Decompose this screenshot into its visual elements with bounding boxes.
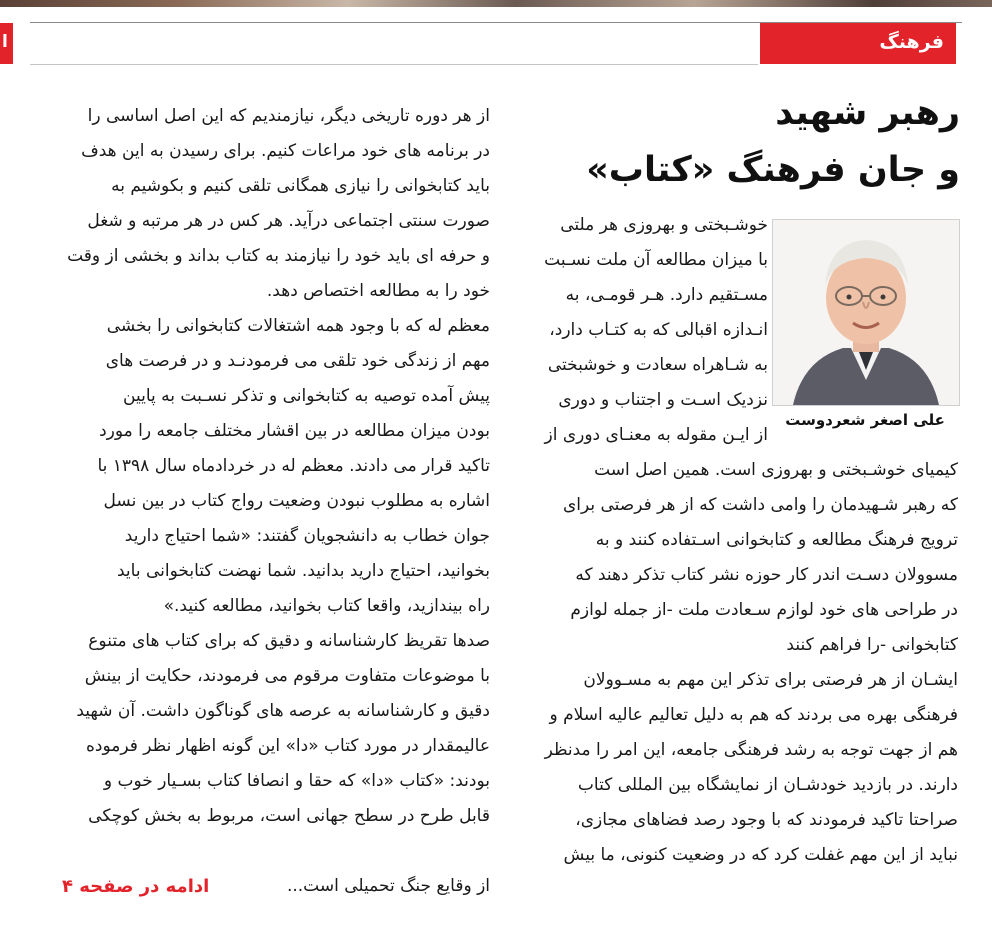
article-headline bbox=[520, 85, 960, 199]
body-line: با موضوعات متفاوت مرقوم می فرمودند، حکایت از بینش bbox=[84, 666, 490, 686]
continued-on-page-link[interactable]: ادامه در صفحه ۴ bbox=[62, 876, 210, 897]
section-label bbox=[760, 23, 956, 64]
body-line: و حرفه ای باید خود را نیازمند به کتاب بداند و بخشی از وقت bbox=[67, 246, 490, 266]
body-line: دارند. در بازدید خودشـان از نمایشگاه بین المللی کتاب bbox=[577, 775, 958, 795]
body-line: ایشـان از هر فرصتی برای تذکر این مهم به مسـوولان bbox=[583, 670, 958, 690]
body-line: هم از جهت توجه به رشد فرهنگی جامعه، این امر را مدنظر bbox=[544, 740, 958, 760]
body-line: بخوانید، احتیاج دارید بدانید. شما نهضت کتابخوانی باید bbox=[116, 561, 490, 581]
body-line: راه بیندازید، واقعا کتاب بخوانید، مطالعه کنید.» bbox=[163, 596, 490, 616]
body-line: که رهبر شـهیدمان را وامی داشت که از هر فرصتی برای bbox=[562, 495, 958, 515]
body-line: معظم له که با وجود همه اشتغالات کتابخوانی را بخشی bbox=[106, 316, 490, 336]
body-line: صدها تقریظ کارشناسانه و دقیق که برای کتاب های متنوع bbox=[88, 631, 490, 651]
adjacent-section-tab bbox=[0, 23, 13, 64]
adjacent-section-tab-label: ا bbox=[2, 32, 8, 52]
body-line: مسوولان دسـت اندر کار حوزه نشر کتاب تذکر دهند که bbox=[575, 565, 958, 585]
body-line: صورت سنتی اجتماعی درآید. هر کس در هر مرتبه و شغل bbox=[87, 211, 490, 231]
section-label-text: فرهنگ bbox=[879, 31, 944, 53]
top-photo-strip bbox=[0, 0, 992, 7]
body-line: تاکید قرار می دادند. معظم له در خردادماه سال ۱۳۹۸ با bbox=[97, 456, 490, 476]
body-line: به شـاهراه سعادت و خوشبختی bbox=[547, 355, 768, 375]
body-line: با میزان مطالعه آن ملت نسـبت bbox=[544, 250, 768, 270]
body-line: از وقایع جنگ تحمیلی است... bbox=[286, 876, 490, 896]
body-line: مسـتقیم دارد. هـر قومـی، به bbox=[565, 285, 768, 305]
body-line: باید کتابخوانی را نیازی همگانی تلقی کنیم و بکوشیم به bbox=[111, 176, 490, 196]
body-line: قابل طرح در سطح جهانی است، مربوط به بخش کوچکی bbox=[88, 806, 490, 826]
body-line: در طراحی های خود لوازم سـعادت ملت -از جمله لوازم bbox=[570, 600, 958, 620]
body-line: انـدازه اقبالی که به کتـاب دارد، bbox=[549, 320, 768, 340]
body-line: جوان خطاب به دانشجویان گفتند: «شما احتیاج دارید bbox=[124, 526, 490, 546]
portrait-illustration bbox=[773, 220, 959, 405]
body-line: از هر دوره تاریخی دیگر، نیازمندیم که این اصل اساسی را bbox=[87, 106, 490, 126]
body-line: کتابخوانی -را فراهم کنند bbox=[786, 635, 958, 655]
body-line: از ایـن مقوله به معنـای دوری از bbox=[544, 425, 768, 445]
body-line: دقیق و کارشناسانه به عرصه های گوناگون داشت. آن شهید bbox=[76, 701, 490, 721]
body-line: بودن میزان مطالعه در بین اقشار مختلف جامعه را مورد bbox=[99, 421, 490, 441]
author-portrait bbox=[772, 219, 960, 406]
body-line: صراحتا تاکید فرمودند که با وجود رصد فضاهای مجازی، bbox=[575, 810, 958, 830]
body-line: عالیمقدار در مورد کتاب «دا» این گونه اظهار نظر فرموده bbox=[85, 736, 490, 756]
body-line: مهم از زندگی خود تلقی می فرمودنـد و در فرصت های bbox=[105, 351, 490, 371]
headline-line-2: و جان فرهنگ «کتاب» bbox=[586, 150, 960, 190]
body-line: فرهنگی بهره می بردند که هم به دلیل تعالیم عالیه اسلام و bbox=[549, 705, 958, 725]
body-line: نباید از این مهم غفلت کرد که در وضعیت کنونی، ما بیش bbox=[563, 845, 958, 865]
body-line: کیمیای خوشـبختی و بهروزی است. همین اصل است bbox=[594, 460, 958, 480]
body-line: اشاره به مطلوب نبودن وضعیت رواج کتاب در بین نسل bbox=[103, 491, 490, 511]
content-divider bbox=[30, 64, 758, 65]
author-byline: علی اصغر شعردوست bbox=[785, 411, 945, 429]
body-line: بودند: «کتاب «دا» که حقا و انصافا کتاب بسـیار خوب و bbox=[103, 771, 490, 791]
body-line: در برنامه های خود مراعات کنیم. برای رسیدن به این هدف bbox=[81, 141, 490, 161]
headline-line-1: رهبر شهید bbox=[775, 93, 960, 133]
body-line: نزدیک اسـت و اجتناب و دوری bbox=[558, 390, 768, 410]
body-line: خود را به مطالعه اختصاص دهد. bbox=[266, 281, 490, 301]
body-line: خوشـبختی و بهروزی هر ملتی bbox=[560, 215, 768, 235]
body-line: ترویج فرهنگ مطالعه و کتابخوانی اسـتفاده کنند و به bbox=[595, 530, 958, 550]
body-line: پیش آمده توصیه به کتابخوانی و تذکر نسـبت به پایین bbox=[123, 386, 490, 406]
